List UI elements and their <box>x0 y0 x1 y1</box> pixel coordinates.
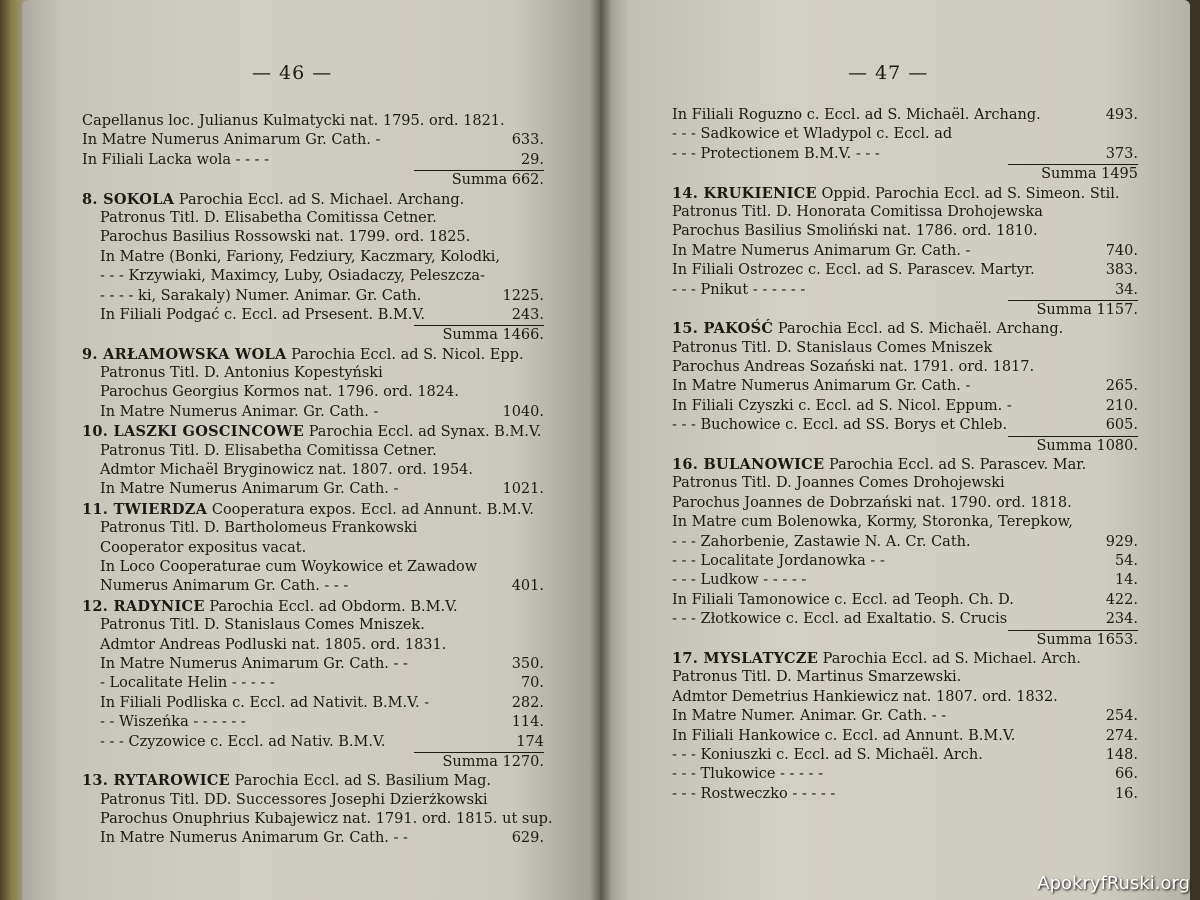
entry-number <box>1088 668 1138 687</box>
entry-text: Patronus Titl. D. Bartholomeus Frankowski <box>100 520 418 537</box>
entry-line <box>22 636 600 655</box>
entry-line <box>22 713 600 732</box>
entry-line <box>22 539 600 558</box>
entry-text: - - - Buchowice c. Eccl. ad SS. Borys et Chleb. <box>672 417 1008 434</box>
entry-line <box>22 267 600 286</box>
entry-number: 274. <box>1105 727 1138 744</box>
entry-text: Patronus Titl. D. Martinus Smarzewski. <box>672 669 962 686</box>
entry-number: 254. <box>1105 708 1138 725</box>
entry-line <box>600 222 1190 241</box>
entry-number <box>534 500 584 519</box>
entry-line <box>22 209 600 228</box>
entry-line <box>600 765 1190 784</box>
entry-text: - - - Krzywiaki, Maximcy, Luby, Osiadaczy, Peleszcza- <box>100 268 485 285</box>
entry-text: In Filiali Czyszki c. Eccl. ad S. Nicol. Eppum. - <box>672 397 1012 414</box>
entry-text: 14. KRUKIENICE Oppid. Parochia Eccl. ad S. Simeon. Stil. <box>672 184 1120 202</box>
parish-heading <box>600 184 1190 203</box>
entry-text: - - - Ludkow - - - - - <box>672 572 807 589</box>
entry-text: In Matre Numerus Animarum Gr. Cath. - <box>100 481 399 498</box>
left-page <box>22 0 600 900</box>
summa-line <box>22 752 600 771</box>
entry-number <box>494 442 544 461</box>
entry-number <box>1088 649 1138 668</box>
parish-heading <box>600 455 1190 474</box>
entry-text: 15. PAKOŚĆ Parochia Eccl. ad S. Michaël. Archang. <box>672 320 1064 338</box>
entry-line <box>600 746 1190 765</box>
summa-line <box>600 630 1190 649</box>
entry-text: 12. RADYNICE Parochia Eccl. ad Obdorm. B.M.V. <box>82 597 458 615</box>
entry-text: Numerus Animarum Gr. Cath. - - - <box>100 578 349 595</box>
entry-line <box>600 494 1190 513</box>
entry-number <box>494 616 544 635</box>
entry-line <box>600 668 1190 687</box>
entry-number <box>1088 339 1138 358</box>
entry-line <box>22 112 600 131</box>
entry-number: 174 <box>516 733 544 750</box>
entry-text: Cooperator expositus vacat. <box>100 539 307 556</box>
entry-text: Patronus Titl. D. Elisabetha Comitissa Cetner. <box>100 209 437 226</box>
entry-text: - - - Tlukowice - - - - - <box>672 766 823 783</box>
entry-number: 1225. <box>502 287 544 304</box>
summa-total: Summa 1080. <box>1008 436 1138 455</box>
entry-number: 605. <box>1105 417 1138 434</box>
entry-text: Capellanus loc. Julianus Kulmatycki nat. 1795. ord. 1821. <box>82 113 505 129</box>
right-page <box>600 0 1190 900</box>
summa-total: Summa 1157. <box>1008 300 1138 319</box>
entry-number <box>1088 319 1138 338</box>
entry-number <box>500 248 550 267</box>
entry-line <box>600 533 1190 552</box>
entry-line <box>22 403 600 422</box>
book-gutter <box>590 0 612 900</box>
entry-text: In Matre Numerus Animarum Gr. Cath. - <box>672 378 971 395</box>
entry-number <box>494 519 544 538</box>
entry-line <box>600 552 1190 571</box>
entry-number: 210. <box>1105 397 1138 414</box>
entry-line <box>22 306 600 325</box>
summa-line <box>600 164 1190 183</box>
entry-text: Parochus Georgius Kormos nat. 1796. ord. 1824. <box>100 384 459 401</box>
entry-text: - Localitate Helin - - - - - <box>100 675 275 692</box>
entry-text: Patronus Titl. D. Honorata Comitissa Drohojewska <box>672 203 1043 220</box>
entry-line <box>600 727 1190 746</box>
right-page-entries <box>600 106 1190 804</box>
entry-number: 1021. <box>502 481 544 498</box>
entry-text: - - - Protectionem B.M.V. - - - <box>672 145 880 162</box>
summa-total: Summa 1270. <box>414 752 544 771</box>
entry-number <box>494 771 544 790</box>
entry-line <box>600 416 1190 435</box>
entry-line <box>600 106 1190 125</box>
entry-number <box>494 190 544 209</box>
summa-total: Summa 1495 <box>1008 164 1138 183</box>
watermark: ApokryfRuski.org <box>1037 873 1190 894</box>
entry-text: 8. SOKOLA Parochia Eccl. ad S. Michael. Archang. <box>82 190 465 208</box>
entry-number: 282. <box>511 694 544 711</box>
entry-text: - - - Koniuszki c. Eccl. ad S. Michaël. Arch. <box>672 746 983 763</box>
entry-line <box>600 339 1190 358</box>
entry-text: Patronus Titl. D. Antonius Kopestyński <box>100 365 383 382</box>
entry-line <box>600 145 1190 164</box>
entry-number <box>505 112 555 131</box>
entry-line <box>600 688 1190 707</box>
entry-number <box>494 461 544 480</box>
entry-number <box>1088 688 1138 707</box>
parish-heading <box>600 319 1190 338</box>
entry-number <box>1088 455 1138 474</box>
entry-line <box>600 281 1190 300</box>
entry-line <box>22 248 600 267</box>
entry-number: 29. <box>520 151 544 168</box>
entry-number: 373. <box>1105 145 1138 162</box>
page-number-left: — 46 — <box>252 62 333 84</box>
entry-number: 383. <box>1105 262 1138 279</box>
entry-text: In Filiali Tamonowice c. Eccl. ad Teoph. Ch. D. <box>672 591 1014 608</box>
parish-heading <box>22 500 600 519</box>
summa-total: Summa 1653. <box>1008 630 1138 649</box>
entry-text: In Filiali Roguzno c. Eccl. ad S. Michaël. Archang. <box>672 107 1041 123</box>
entry-text: - - - Rostweczko - - - - - <box>672 785 836 802</box>
entry-line <box>600 125 1190 144</box>
entry-number <box>1088 203 1138 222</box>
entry-text: In Matre Numerus Animar. Gr. Cath. - <box>100 403 379 420</box>
entry-number: 1040. <box>502 403 544 420</box>
entry-number <box>494 539 544 558</box>
entry-line <box>22 829 600 848</box>
entry-line <box>600 397 1190 416</box>
parish-heading <box>22 190 600 209</box>
entry-number <box>494 791 544 810</box>
summa-line <box>600 436 1190 455</box>
entry-number: 243. <box>511 306 544 323</box>
entry-line <box>22 674 600 693</box>
entry-number: 234. <box>1105 611 1138 628</box>
entry-text: In Filiali Podgać c. Eccl. ad Prsesent. B.M.V. <box>100 306 425 323</box>
entry-number <box>524 345 574 364</box>
entry-number <box>1088 494 1138 513</box>
entry-line <box>600 513 1190 532</box>
entry-text: In Filiali Lacka wola - - - - <box>82 151 270 168</box>
entry-number: 633. <box>511 132 544 149</box>
entry-line <box>22 461 600 480</box>
entry-text: In Matre Numer. Animar. Gr. Cath. - - <box>672 708 947 725</box>
entry-line <box>600 785 1190 804</box>
entry-text: Patronus Titl. DD. Successores Josephi Dzierżkowski <box>100 791 488 808</box>
entry-number <box>494 209 544 228</box>
entry-number <box>494 364 544 383</box>
entry-text: 10. LASZKI GOSCINCOWE Parochia Eccl. ad Synax. B.M.V. <box>82 423 542 441</box>
entry-number: 114. <box>511 714 544 731</box>
entry-number <box>1088 513 1138 532</box>
entry-number: 66. <box>1114 766 1138 783</box>
entry-number <box>494 228 544 247</box>
entry-line <box>600 203 1190 222</box>
entry-text: In Loco Cooperaturae cum Woykowice et Zawadow <box>100 558 478 575</box>
entry-line <box>600 358 1190 377</box>
entry-line <box>600 571 1190 590</box>
entry-text: In Matre Numerus Animarum Gr. Cath. - <box>82 132 381 149</box>
entry-number <box>494 558 544 577</box>
entry-text: Admtor Andreas Podluski nat. 1805. ord. 1831. <box>100 636 447 653</box>
entry-number <box>541 422 591 441</box>
entry-text: Parochus Basilius Smoliński nat. 1786. ord. 1810. <box>672 223 1038 240</box>
entry-line <box>22 287 600 306</box>
summa-line <box>600 300 1190 319</box>
parish-heading <box>22 422 600 441</box>
entry-line <box>600 707 1190 726</box>
entry-text: Parochus Joannes de Dobrzański nat. 1790. ord. 1818. <box>672 494 1072 511</box>
entry-number <box>1088 125 1138 144</box>
entry-text: In Filiali Hankowice c. Eccl. ad Annunt. B.M.V. <box>672 727 1016 744</box>
parish-heading <box>600 649 1190 668</box>
entry-number: 34. <box>1114 281 1138 298</box>
parish-heading <box>22 597 600 616</box>
entry-text: Parochus Andreas Sozański nat. 1791. ord. 1817. <box>672 359 1035 376</box>
entry-number: 16. <box>1114 785 1138 802</box>
entry-text: 9. ARŁAMOWSKA WOLA Parochia Eccl. ad S. Nicol. Epp. <box>82 345 524 363</box>
entry-number: 493. <box>1105 107 1138 123</box>
entry-text: In Filiali Podliska c. Eccl. ad Nativit. B.M.V. - <box>100 694 430 711</box>
entry-text: Patronus Titl. D. Elisabetha Comitissa Cetner. <box>100 442 437 459</box>
entry-line <box>600 377 1190 396</box>
entry-text: In Matre cum Bolenowka, Kormy, Storonka, Terepkow, <box>672 514 1073 531</box>
entry-number: 70. <box>520 675 544 692</box>
entry-line <box>22 228 600 247</box>
entry-text: - - - Złotkowice c. Eccl. ad Exaltatio. S. Crucis <box>672 611 1008 628</box>
summa-total: Summa 662. <box>414 170 544 189</box>
parish-heading <box>22 345 600 364</box>
entry-text: Parochus Basilius Rossowski nat. 1799. ord. 1825. <box>100 229 471 246</box>
entry-line <box>22 480 600 499</box>
entry-line <box>22 383 600 402</box>
entry-number: 401. <box>511 578 544 595</box>
entry-number: 629. <box>511 830 544 847</box>
entry-text: In Matre Numerus Animarum Gr. Cath. - <box>672 242 971 259</box>
entry-text: - - - Sadkowice et Wladypol c. Eccl. ad <box>672 126 953 143</box>
entry-text: - - - Zahorbenie, Zastawie N. A. Cr. Cath. <box>672 533 971 550</box>
entry-number: 14. <box>1114 572 1138 589</box>
entry-text: In Matre (Bonki, Fariony, Fedziury, Kaczmary, Kolodki, <box>100 248 501 265</box>
entry-number <box>1088 358 1138 377</box>
entry-line <box>22 519 600 538</box>
entry-text: Admtor Demetrius Hankiewicz nat. 1807. ord. 1832. <box>672 688 1058 705</box>
entry-text: - - - Localitate Jordanowka - - <box>672 552 885 569</box>
entry-text: Parochus Onuphrius Kubajewicz nat. 1791. ord. 1815. ut sup. <box>100 811 553 828</box>
entry-text: - - - Pnikut - - - - - - <box>672 281 806 298</box>
entry-number: 265. <box>1105 378 1138 395</box>
summa-line <box>22 170 600 189</box>
entry-text: 11. TWIERDZA Cooperatura expos. Eccl. ad Annunt. B.M.V. <box>82 500 534 518</box>
entry-number <box>494 267 544 286</box>
entry-line <box>600 474 1190 493</box>
entry-text: Patronus Titl. D. Stanislaus Comes Mniszek <box>672 339 993 356</box>
summa-total: Summa 1466. <box>414 325 544 344</box>
entry-line <box>600 610 1190 629</box>
entry-line <box>22 558 600 577</box>
entry-text: In Matre Numerus Animarum Gr. Cath. - - <box>100 655 408 672</box>
entry-line <box>22 791 600 810</box>
entry-number <box>494 383 544 402</box>
entry-text: 17. MYSLATYCZE Parochia Eccl. ad S. Michael. Arch. <box>672 649 1081 667</box>
entry-line <box>22 131 600 150</box>
entry-number: 350. <box>511 655 544 672</box>
entry-line <box>22 616 600 635</box>
entry-line <box>22 655 600 674</box>
entry-line <box>22 151 600 170</box>
entry-number: 929. <box>1105 533 1138 550</box>
entry-number: 148. <box>1105 746 1138 763</box>
entry-line <box>22 733 600 752</box>
entry-text: Patronus Titl. D. Joannes Comes Drohojewski <box>672 475 1005 492</box>
entry-text: In Filiali Ostrozec c. Eccl. ad S. Parascev. Martyr. <box>672 262 1035 279</box>
entry-line <box>600 591 1190 610</box>
entry-text: Patronus Titl. D. Stanislaus Comes Mniszek. <box>100 617 425 634</box>
entry-number: 422. <box>1105 591 1138 608</box>
entry-line <box>22 364 600 383</box>
entry-text: Admtor Michaël Bryginowicz nat. 1807. ord. 1954. <box>100 462 474 479</box>
entry-number: 740. <box>1105 242 1138 259</box>
entry-line <box>22 442 600 461</box>
entry-text: 13. RYTAROWICE Parochia Eccl. ad S. Basilium Mag. <box>82 772 491 790</box>
parish-heading <box>22 771 600 790</box>
left-page-entries <box>22 112 600 849</box>
entry-text: - - - - ki, Sarakaly) Numer. Animar. Gr. Cath. <box>100 287 422 304</box>
entry-line <box>22 577 600 596</box>
entry-number <box>1088 222 1138 241</box>
entry-text: 16. BULANOWICE Parochia Eccl. ad S. Parascev. Mar. <box>672 456 1087 474</box>
entry-line <box>22 694 600 713</box>
entry-number: 54. <box>1114 552 1138 569</box>
entry-line <box>22 810 600 829</box>
summa-line <box>22 325 600 344</box>
entry-number <box>494 636 544 655</box>
entry-number <box>1120 184 1170 203</box>
page-number-right: — 47 — <box>848 62 929 84</box>
entry-number <box>1088 474 1138 493</box>
entry-line <box>600 261 1190 280</box>
entry-text: - - - Czyzowice c. Eccl. ad Nativ. B.M.V. <box>100 733 386 750</box>
entry-line <box>600 242 1190 261</box>
entry-text: - - Wiszeńka - - - - - - <box>100 714 246 731</box>
entry-number <box>494 597 544 616</box>
entry-text: In Matre Numerus Animarum Gr. Cath. - - <box>100 830 408 847</box>
